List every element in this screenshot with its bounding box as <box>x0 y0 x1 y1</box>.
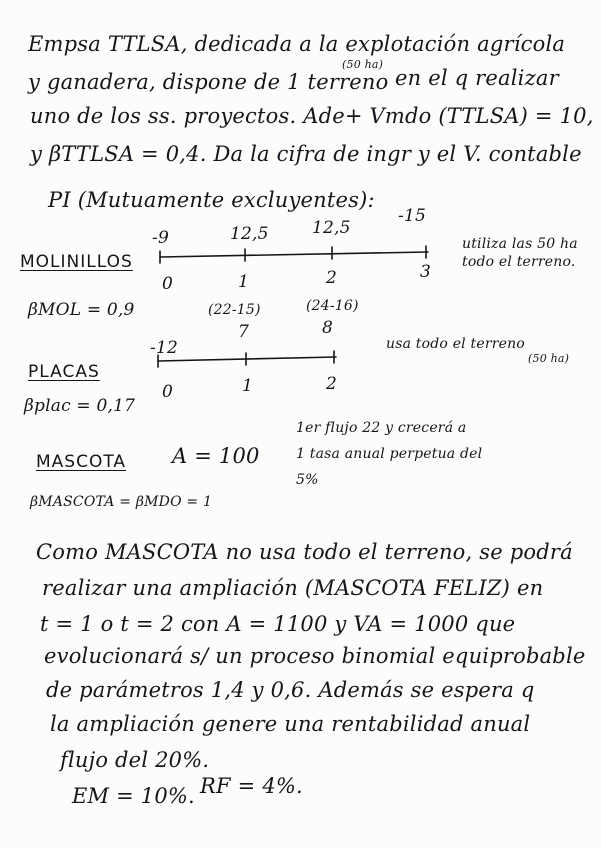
rate-em: EM = 10%. <box>72 784 195 808</box>
paragraph-line-1: Como MASCOTA no usa todo el terreno, se podrá <box>36 540 573 564</box>
molinillos-sub-result-2: 8 <box>322 318 334 338</box>
molinillos-sub-cf-1: (22-15) <box>208 302 261 318</box>
placas-note-2: (50 ha) <box>528 352 570 365</box>
molinillos-note-2: todo el terreno. <box>462 254 576 270</box>
placas-period-0: 0 <box>162 382 174 402</box>
pi-title: PI (Mutuamente excluyentes): <box>48 188 375 212</box>
placas-period-2: 2 <box>326 374 338 394</box>
intro-line-3: uno de los ss. proyectos. Ade+ Vmdo (TTLSA) = 10, <box>30 104 594 128</box>
mascota-label: MASCOTA <box>36 452 127 472</box>
paragraph-line-6: la ampliación genere una rentabilidad anual <box>50 712 531 736</box>
mascota-formula: A = 100 <box>172 444 260 468</box>
molinillos-period-2: 2 <box>326 268 338 288</box>
intro-superscript: (50 ha) <box>342 58 384 71</box>
placas-label: PLACAS <box>28 362 100 382</box>
mascota-note-3: 5% <box>296 472 319 488</box>
placas-cf-0: -12 <box>150 338 178 358</box>
molinillos-sub-cf-2: (24-16) <box>306 298 359 314</box>
molinillos-cf-0: -9 <box>152 228 169 248</box>
molinillos-note-1: utiliza las 50 ha <box>462 236 578 252</box>
molinillos-period-0: 0 <box>162 274 174 294</box>
intro-line-2b: en el q realizar <box>395 66 559 90</box>
molinillos-timeline <box>160 246 428 263</box>
molinillos-beta: βMOL = 0,9 <box>28 300 135 320</box>
placas-beta: βplac = 0,17 <box>24 396 136 416</box>
molinillos-period-3: 3 <box>420 262 432 282</box>
mascota-beta: βMASCOTA = βMDO = 1 <box>30 494 213 510</box>
molinillos-period-1: 1 <box>238 272 250 292</box>
placas-note-1: usa todo el terreno <box>386 336 525 352</box>
mascota-note-2: 1 tasa anual perpetua del <box>296 446 483 462</box>
paragraph-line-4: evolucionará s/ un proceso binomial equiprobable <box>44 644 586 668</box>
molinillos-cf-2: 12,5 <box>312 218 351 238</box>
molinillos-label: MOLINILLOS <box>20 252 133 272</box>
molinillos-sub-result-1: 7 <box>238 322 250 342</box>
molinillos-cf-1: 12,5 <box>230 224 269 244</box>
paragraph-line-2: realizar una ampliación (MASCOTA FELIZ) en <box>42 576 544 600</box>
rate-rf: RF = 4%. <box>200 774 303 798</box>
paragraph-line-7: flujo del 20%. <box>60 748 210 772</box>
molinillos-cf-3: -15 <box>398 206 426 226</box>
placas-period-1: 1 <box>242 376 254 396</box>
placas-timeline <box>158 351 336 367</box>
paragraph-line-5: de parámetros 1,4 y 0,6. Además se espera q <box>46 678 535 702</box>
paragraph-line-3: t = 1 o t = 2 con A = 1100 y VA = 1000 que <box>40 612 516 636</box>
intro-line-2a: y ganadera, dispone de 1 terreno <box>28 70 389 94</box>
intro-line-4: y βTTLSA = 0,4. Da la cifra de ingr y el V. contable <box>30 142 582 166</box>
mascota-note-1: 1er flujo 22 y crecerá a <box>296 420 467 436</box>
intro-line-1: Empsa TTLSA, dedicada a la explotación agrícola <box>28 32 566 56</box>
